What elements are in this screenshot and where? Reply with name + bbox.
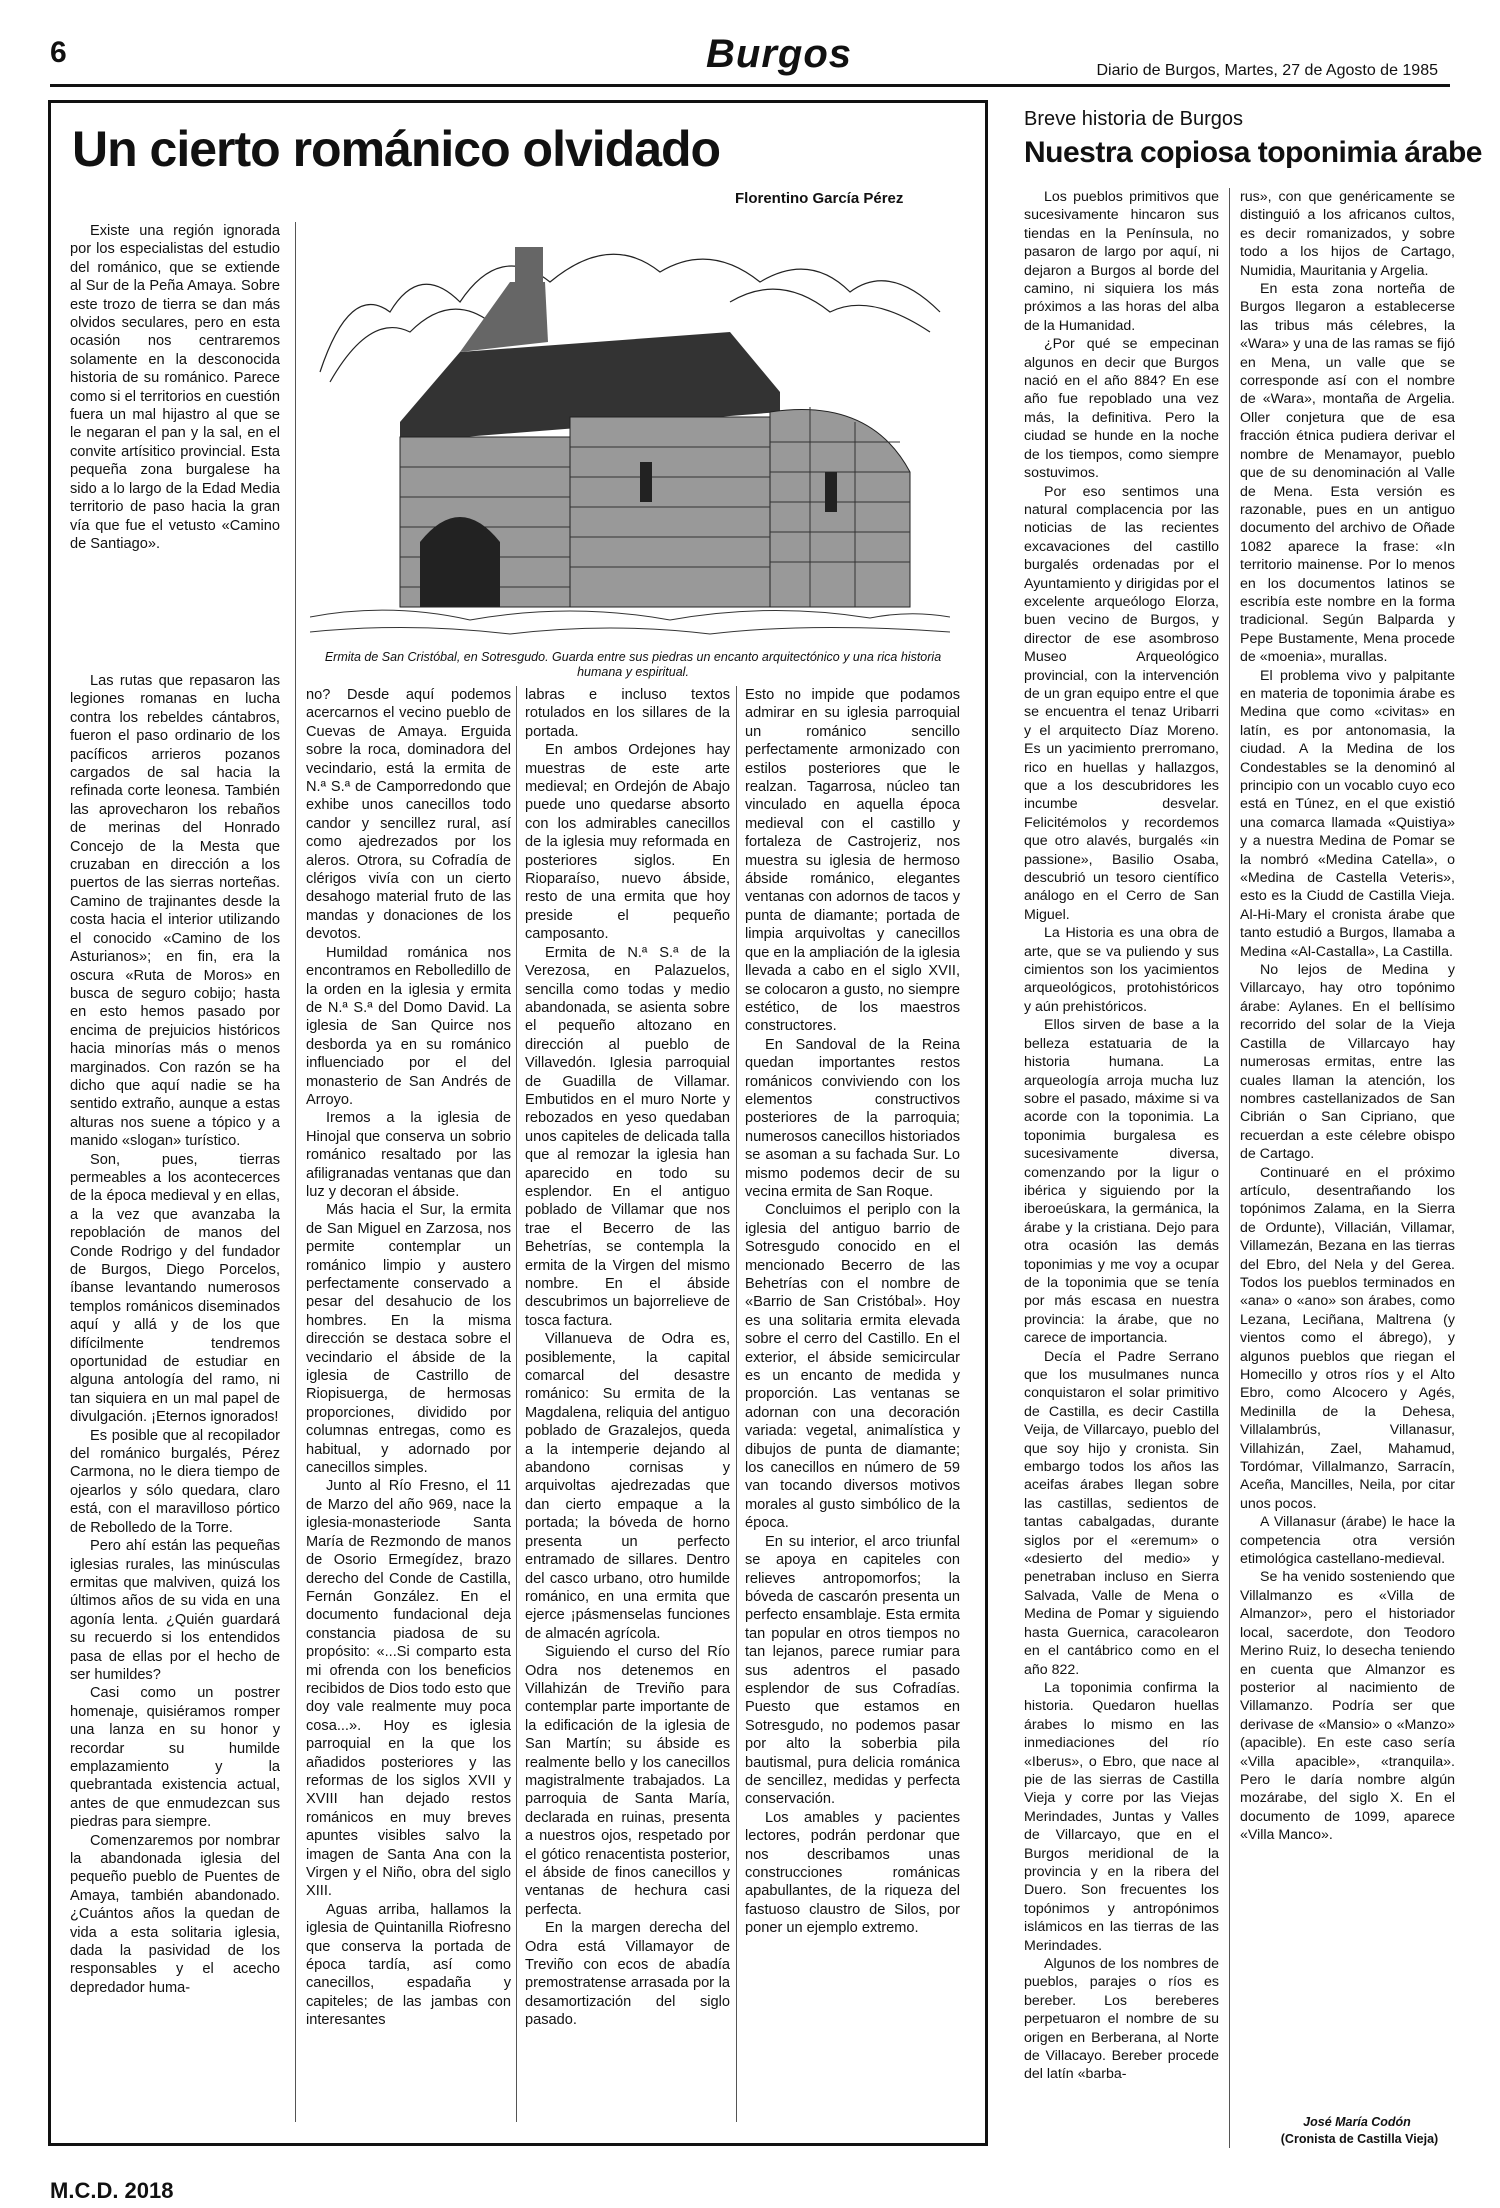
- paragraph: En la margen derecha del Odra está Villamayor de Treviño con ecos de abadía premostratense arrasada por la desamortización del siglo pasado.: [525, 1920, 730, 2029]
- signature-role: (Cronista de Castilla Vieja): [1280, 2132, 1439, 2146]
- paragraph: Los pueblos primitivos que sucesivamente hincaron sus tiendas en la Península, no pasaron de largo por aquí, ni dejaron a Burgos al borde del camino, ni siquiera los más próximos a las horas del alba de la Humanidad.: [1024, 189, 1219, 334]
- section-title: Burgos: [706, 32, 852, 76]
- paragraph: Siguiendo el curso del Río Odra nos detenemos en Villahizán de Treviño para contemplar parte importante de la edificación de la iglesia de San Martín; su ábside es realmente bello y los canecillos magistralmente trabajados. La parroquia de Santa María, declarada en ruinas, presenta a nuestros ojos, respetado por el gótico renacentista posterior, el ábside de finos canecillos y ventanas de hechura casi perfecta.: [525, 1644, 730, 1918]
- paragraph: Decía el Padre Serrano que los musulmanes nunca conquistaron el solar primitivo de Castilla, es decir Castilla Veija, de Villarcayo, pueblo del que soy hijo y cronista. Sin embargo todos los años las aceifas árabes llegan sobre las castillas, sedientos de tantas cabalgadas, durante siglos por el «eremum» o «desierto del medio» y penetraban incluso en Sierra Salvada, Valle de Mena o Medina de Pomar y siguiendo hasta Guernica, caracolearon en el cantábrico como en el año 822.: [1024, 1348, 1219, 1678]
- paragraph: Son, pues, tierras permeables a los acontecerces de la época medieval y en ellas, a la vez que avanzaba la repoblación de manos del Conde Rodrigo y del fundador de Burgos, Diego Porcelos, íbanse levantando numerosos templos románicos diseminados aquí y allá y de los que difícilmente tendremos oportunidad de estudiar en alguna antología del ramo, ni tan siquiera en un mal papel de divulgación. ¡Eternos ignorados!: [70, 1151, 280, 1426]
- paragraph: labras e incluso textos rotulados en los sillares de la portada.: [525, 687, 730, 740]
- illustration-caption: Ermita de San Cristóbal, en Sotresgudo. Guarda entre sus piedras un encanto arquitectónico y una rica historia humana y espiritual.: [324, 650, 942, 679]
- paragraph: Humildad románica nos encontramos en Rebolledillo de la orden en la iglesia y ermita de N.ª S.ª del Domo David. La iglesia de San Quirce nos desborda ya en su románico influenciado por el del monasterio de San Andrés de Arroyo.: [306, 944, 511, 1108]
- paragraph: Ellos sirven de base a la belleza estatuaria de la historia humana. La arqueología arroja mucha luz sobre el pasado, máxime si va acorde con la toponimia. La toponimia burgalesa es sucesivamente diversa, comenzando por la ligur o ibérica y siguiendo por la iberoeúskara, la germánica, la árabe y la cristiana. Dejo para otra ocasión las demás toponimias y me voy a ocupar de la toponimia que se tenía por más escasa en nuestra provincia: la árabe, que no carece de importancia.: [1024, 1017, 1219, 1347]
- side-article-title: Nuestra copiosa toponimia árabe: [1024, 136, 1482, 169]
- paragraph: rus», con que genéricamente se distinguió a los africanos cultos, es decir romanizados, y sobre todo a los hijos de Cartago, Numidia, Mauritania y Argelia.: [1240, 189, 1455, 279]
- main-article-author: Florentino García Pérez: [735, 190, 904, 207]
- main-article-title: Un cierto románico olvidado: [72, 121, 721, 177]
- paragraph: Las rutas que repasaron las legiones romanas en lucha contra los rebeldes cántabros, fueron el paso ordinario de los pacíficos arrieros pozanos cargados de sal hacia la refinada corte leonesa. También las aprovecharon los rebaños de merinas del Honrado Concejo de la Mesta que cruzaban en dirección a los puertos de las sierras norteñas. Camino de trajinantes desde la costa hacia el interior utilizando el conocido «Camino de los Asturianos»; en fin, era la oscura «Ruta de Moros» en busca de seguro cobijo; hasta en esto hemos pasado por encima de prejuicios históricos hacia minorías más o menos marginados. Con razón se ha dicho que aquí nadie se ha sentido extraño, aunque a estas alturas nos suene a tópico y a manido «slogan» turístico.: [70, 673, 280, 1150]
- paragraph: Junto al Río Fresno, el 11 de Marzo del año 969, nace la iglesia-monasteriode Santa María de Rezmondo de manos de Osorio Ermegídez, brazo derecho del Conde de Castilla, Fernán González. En el documento fundacional deja constancia piadosa de su propósito: «...Si comparto esta mi ofrenda con los beneficios recibidos de Dios todo esto que doy vale realmente muy poca cosa...». Hoy es iglesia parroquial en la que los añadidos posteriores y las reformas de los siglos XVII y XVIII han dejado restos románicos en muy breves apuntes visibles salvo la imagen de Santa Ana con la Virgen y el Niño, obra del siglo XIII.: [306, 1478, 511, 1900]
- paragraph: La Historia es una obra de arte, que se va puliendo y sus cimientos son los yacimientos arqueológicos, protohistóricos y aún prehistóricos.: [1024, 925, 1219, 1015]
- paragraph: Iremos a la iglesia de Hinojal que conserva un sobrio románico resaltado por las afiligranadas ventanas que dan luz y decoran el ábside.: [306, 1110, 511, 1200]
- column-divider: [736, 686, 737, 2122]
- paragraph: No lejos de Medina y Villarcayo, hay otro topónimo árabe: Aylanes. En el bellísimo recorrido del solar de la Vieja Castilla de Villarcayo hay numerosas ermitas, entre las cuales llaman la atención, los nombres castellanizados de San Cibrián o San Cipriano, que recuerdan a este célebre obispo de Cartago.: [1240, 962, 1455, 1163]
- paragraph: no? Desde aquí podemos acercarnos el vecino pueblo de Cuevas de Amaya. Erguida sobre la roca, dominadora del vecindario, está la ermita de N.ª S.ª de Camporredondo que exhibe unos canecillos todo candor y sencillez rural, así como ajedrezados por los aleros. Otrora, su Cofradía de clérigos vivía con un cierto desahogo material fruto de las mandas y donaciones de los devotos.: [306, 687, 511, 943]
- paragraph: Continuaré en el próximo artículo, desentrañando los topónimos Zalama, en la Sierra de Ordunte), Villacián, Villamar, Villamezán, Bezana en las tierras del Ebro, del Nela y del Gerea. Todos los pueblos terminados en «ana» o «ano» son árabes, como Lezana, Leciñana, Maltrena (y vientos como el ábrego), y algunos pueblos que riegan el Homecillo y otros ríos y el Alto Ebro, como Alcocero y Agés, Medinilla de la Dehesa, Villalambrús, Villanasur, Villahizán, Zael, Mahamud, Tordómar, Villalmanzo, Sarracín, Aceña, Mancilles, Neila, por citar unos pocos.: [1240, 1164, 1455, 1512]
- column-divider: [295, 222, 296, 2122]
- page-header: [0, 0, 1500, 88]
- paragraph: Villanueva de Odra es, posiblemente, la capital comarcal del desastre románico: Su ermita de la Magdalena, reliquia del antiguo poblado de Grazalejos, queda a la intemperie dejando al abandono cornisas y arquivoltas ajedrezadas que dan cierto empaque a la portada; la bóveda de horno presenta un perfecto entramado de sillares. Dentro del casco urbano, otro humilde románico, en una ermita que ejerce ¡pásmenselas funciones de almacén agrícola.: [525, 1331, 730, 1642]
- paragraph: Los amables y pacientes lectores, podrán perdonar que nos describamos unas construcciones románicas apabullantes, de la riqueza del fastuoso claustro de Silos, por poner un ejemplo extremo.: [745, 1809, 960, 1937]
- paragraph: ¿Por qué se empecinan algunos en decir que Burgos nació en el año 884? En ese año fue repoblado una vez más, la definitiva. Pero la ciudad se hunde en la noche de los tiempos, como siempre sostuvimos.: [1024, 336, 1219, 482]
- paragraph: Ermita de N.ª S.ª de la Verezosa, en Palazuelos, sencilla como todas y medio abandonada, se asienta sobre el pequeño altozano en dirección al pueblo de Villavedón. Iglesia parroquial de Guadilla de Villamar. Embutidos en el muro Norte y rebozados en yeso quedaban unos capiteles de delicada talla que al remozar la iglesia han aparecido en todo su esplendor. En el antiguo poblado de Villamar que nos trae el Becerro de las Behetrías, se contempla la ermita de la Virgen del mismo nombre. En el ábside descubrimos un bajorrelieve de tosca factura.: [525, 944, 730, 1329]
- paragraph: Se ha venido sosteniendo que Villalmanzo es «Villa de Almanzor», pero el historiador local, sacerdote, don Teodoro Merino Ruiz, lo desecha teniendo en cuenta que Almanzor es posterior al nacimiento de Villamanzo. Podría ser que derivase de «Mansio» o «Manzo» (apacible). En este caso sería «Villa apacible», «tranquila». Pero le daría nombre algún mozárabe, del siglo X. En el documento de 1099, aparece «Villa Manco».: [1240, 1569, 1455, 1844]
- paragraph: Casi como un postrer homenaje, quisiéramos romper una lanza en su honor y recordar su humilde emplazamiento y la quebrantada existencia actual, antes de que enmudezcan sus piedras para siempre.: [70, 1685, 280, 1831]
- main-article-column-1: [70, 222, 280, 553]
- paragraph: Más hacia el Sur, la ermita de San Miguel en Zarzosa, nos permite contemplar un románico limpio y austero perfectamente conservado a pesar del desahucio de los hombres. En la misma dirección se destaca sobre el vecindario el ábside de la iglesia de Castrillo de Riopisuerga, de hermosas proporciones, dividido por columnas entregas, como es habitual, y adornado por canecillos simples.: [306, 1202, 511, 1477]
- paragraph: Algunos de los nombres de pueblos, parajes o ríos es bereber. Los bereberes perpetuaron el nombre de su origen en Berberana, al Norte de Villacayo. Bereber procede del latín «barba-: [1024, 1956, 1219, 2083]
- side-article-kicker: Breve historia de Burgos: [1024, 108, 1244, 130]
- side-article-column-1: [1024, 188, 1219, 2084]
- page-number: 6: [50, 36, 67, 69]
- paragraph: Existe una región ignorada por los especialistas del estudio del románico, que se extiende al Sur de la Peña Amaya. Sobre este trozo de tierra se dan más olvidos seculares, pero en esta ocasión nos centraremos solamente en la desconocida historia de su románico. Parece como si el territorios en cuestión fuera un mal hijastro al que se le negaran el pan y la sal, en el convite artísitico provincial. Esta pequeña zona burgalese ha sido a lo largo de la Edad Media territorio de paso hacia la gran vía que fue el vetusto «Camino de Santiago».: [70, 223, 280, 552]
- footer-mark: M.C.D. 2018: [50, 2178, 174, 2203]
- main-article-column-1-lower: [70, 672, 280, 1997]
- main-article-column-3: [525, 686, 730, 2030]
- paragraph: El problema vivo y palpitante en materia de toponimia árabe es Medina que como «civitas» en latín, es por antonomasia, la ciudad. A la Medina de los Condestables se la denominó al principio con un vocablo cuyo eco está en Túnez, en el que existió una comarca llamada «Quistiya» y a nuestra Medina de Pomar se la nombró «Medina Catella», o «Medina de Castella Veteris», esto es la Ciudd de Castilla Vieja. Al-Hi-Mary el cronista árabe que tanto estudió a Burgos, llamaba a Medina «Al-Castalla», La Castilla.: [1240, 667, 1455, 960]
- side-article-column-2: [1240, 188, 1455, 1845]
- paragraph: Pero ahí están las pequeñas iglesias rurales, las minúsculas ermitas que malviven, quizá los últimos años de su vida en una agonía lenta. ¿Quién guardará su recuerdo si los entendidos pasa de ellas por el hecho de ser humildes?: [70, 1538, 280, 1683]
- paragraph: A Villanasur (árabe) le hace la competencia otra versión etimológica castellano-medieval.: [1240, 1514, 1455, 1568]
- signature-name: José María Codón: [1303, 2115, 1411, 2129]
- paragraph: En Sandoval de la Reina quedan importantes restos románicos conviviendo con los elementos constructivos posteriores de la parroquia; numerosos canecillos historiados se asoman a su fachada Sur. Lo mismo podemos decir de su vecina ermita de San Roque.: [745, 1036, 960, 1200]
- paragraph: Aguas arriba, hallamos la iglesia de Quintanilla Riofresno que conserva la portada de época tardía, así como canecillos, espadaña y capiteles; de las jambas con interesantes: [306, 1901, 511, 2029]
- main-article-column-2: [306, 686, 511, 2030]
- header-rule: [50, 84, 1450, 87]
- church-illustration: [310, 222, 950, 642]
- dateline: Diario de Burgos, Martes, 27 de Agosto de 1985: [1096, 62, 1438, 79]
- paragraph: En ambos Ordejones hay muestras de este arte medieval; en Ordejón de Abajo puede uno quedarse absorto con los admirables canecillos de la iglesia muy reformada en posteriores siglos. En Rioparaíso, nuevo ábside, resto de una ermita que hoy preside el pequeño camposanto.: [525, 742, 730, 943]
- main-article-column-4: [745, 686, 960, 1938]
- paragraph: La toponimia confirma la historia. Quedaron huellas árabes lo mismo en las inmediaciones del río «Iberus», o Ebro, que nace al pie de las sierras de Castilla Vieja y corre por las Viejas Merindades, Juntas y Valles de Villarcayo, que en el Burgos meridional de la provincia y en la ribera del Duero. Son frecuentes los topónimos y antropónimos islámicos en las tierras de las Merindades.: [1024, 1679, 1219, 1954]
- column-divider: [1229, 188, 1230, 2148]
- paragraph: Esto no impide que podamos admirar en su iglesia parroquial un románico sencillo perfectamente armonizado con estilos posteriores que le realzan. Tagarrosa, núcleo tan vinculado en aquella época medieval con el castillo y fortaleza de Castrojeriz, nos muestra su iglesia de hermoso ábside románico, elegantes ventanas con adornos de tacos y punta de diamante; portada de limpia arquivoltas y canecillos que en la ampliación de la iglesia llevada a cabo en el siglo XVII, se colocaron a gusto, no siempre estético, de los maestros constructores.: [745, 687, 960, 1035]
- paragraph: En esta zona norteña de Burgos llegaron a establecerse las tribus más célebres, la «Wara» y una de las ramas se fijó en Mena, un valle que se corresponde así con el nombre de «Wara», montaña de Argelia. Oller conjetura que de esa fracción étnica pudiera derivar el nombre de Menamayor, pueblo que de su denominación al Valle de Mena. Esta versión es razonable, pues en un antiguo documento del archivo de Oñade 1082 aparece la frase: «In territorio mainense. Por lo menos en los documentos latinos se escribía este nombre en la forma tradicional. Según Balparda y Pepe Bustamente, Mena procede de «moenia», murallas.: [1240, 281, 1455, 666]
- paragraph: Concluimos el periplo con la iglesia del antiguo barrio de Sotresgudo conocido en el mencionado Becerro de las Behetrías con el nombre de «Barrio de San Cristóbal». Hoy es una solitaria ermita elevada sobre el cerro del Castillo. En el exterior, el ábside semicircular es un encanto de medida y proporción. Las ventanas se adornan con una decoración variada: vegetal, animalística y dibujos de punta de diamante; los canecillos en número de 59 van tocando diversos motivos morales al gusto simbólico de la época.: [745, 1202, 960, 1532]
- paragraph: Es posible que al recopilador del románico burgalés, Pérez Carmona, no le diera tiempo de ojearlos y sólo quedara, claro está, con el maravilloso pórtico de Rebolledo de la Torre.: [70, 1427, 280, 1536]
- column-divider: [516, 686, 517, 2122]
- paragraph: Comenzaremos por nombrar la abandonada iglesia del pequeño pueblo de Puentes de Amaya, también abandonado. ¿Cuántos años la quedan de vida a esta solitaria iglesia, dada la pasividad de los responsables y el acecho depredador huma-: [70, 1832, 280, 1996]
- paragraph: En su interior, el arco triunfal se apoya en capiteles con relieves antropomorfos; la bóveda de cascarón presenta un perfecto ensamblaje. Esta ermita tan popular en otros tiempos no tan lejanos, parece rumiar para sus adentros el pasado esplendor de sus Cofradías. Puesto que estamos en Sotresgudo, no podemos pasar por alto la soberbia pila bautismal, pura delicia románica de sencillez, medidas y perfecta conservación.: [745, 1533, 960, 1808]
- paragraph: Por eso sentimos una natural complacencia por las noticias de las recientes excavaciones del castillo burgalés ordenadas por el Ayuntamiento y dirigidas por el excelente arqueólogo Elorza, buen vecino de Burgos, y director de ese asombroso Museo Arqueológico provincial, con la intervención de un gran equipo entre el que se encuentra el tenaz Uribarri y el arquitecto Díaz Moreno. Es un yacimiento prerromano, rico en huellas y hallazgos, que a los descubridores les incumbe desvelar. Felicitémolos y recordemos que otro alavés, burgalés «in passione», Basilio Osaba, descubrió un tesoro científico análogo en el Cerro de San Miguel.: [1024, 483, 1219, 923]
